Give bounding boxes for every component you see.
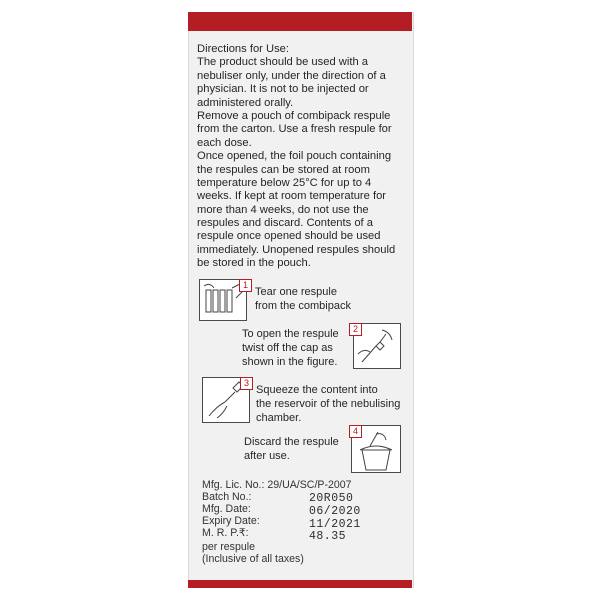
directions-line: the respules can be stored at room xyxy=(197,163,370,176)
step2-line: shown in the figure. xyxy=(242,356,338,368)
mfg-date-value: 06/2020 xyxy=(309,505,361,518)
directions-heading: Directions for Use: xyxy=(197,43,290,55)
directions-line: each dose. xyxy=(197,136,252,149)
expiry-value: 11/2021 xyxy=(309,518,361,531)
directions-line: respules and discard. Contents of a xyxy=(197,217,373,230)
step1-line: from the combipack xyxy=(255,300,351,312)
directions-line: administered orally. xyxy=(197,96,294,109)
directions-line: temperature below 25°C for up to 4 xyxy=(197,176,372,189)
directions-line: more than 4 weeks, do not use the xyxy=(197,203,369,216)
step3-line: Squeeze the content into xyxy=(256,384,378,396)
step2-line: twist off the cap as xyxy=(242,342,333,354)
step3-line: chamber. xyxy=(256,412,302,424)
directions-line: physician. It is not to be injected or xyxy=(197,83,369,96)
step1-line: Tear one respule xyxy=(255,286,337,298)
step1-text xyxy=(255,285,351,313)
directions-block xyxy=(197,43,395,271)
mfg-licence: Mfg. Lic. No.: 29/UA/SC/P-2007 xyxy=(202,479,352,491)
mrp-label: M. R. P.₹: xyxy=(202,527,249,539)
mfg-date-label: Mfg. Date: xyxy=(202,503,251,515)
directions-line: nebuliser only, under the direction of a xyxy=(197,69,386,82)
directions-line: immediately. Unopened respules should xyxy=(197,243,396,256)
step2-number: 2 xyxy=(349,323,362,336)
step2-text xyxy=(242,327,339,369)
inclusive-taxes: (Inclusive of all taxes) xyxy=(202,553,304,565)
directions-line: from the carton. Use a fresh respule for xyxy=(197,123,392,136)
step4-number: 4 xyxy=(349,425,362,438)
expiry-label: Expiry Date: xyxy=(202,515,260,527)
step3-line: the reservoir of the nebulising xyxy=(256,398,401,410)
top-red-band xyxy=(188,12,412,31)
directions-line: be stored in the pouch. xyxy=(197,257,311,270)
batch-value: 20R050 xyxy=(309,492,354,505)
directions-line: Once opened, the foil pouch containing xyxy=(197,150,392,163)
bottom-red-band xyxy=(188,580,412,588)
step4-line: Discard the respule xyxy=(244,436,339,448)
directions-line: respule once opened should be used xyxy=(197,230,381,243)
directions-line: The product should be used with a xyxy=(197,56,369,69)
directions-line: Remove a pouch of combipack respule xyxy=(197,109,391,122)
step3-text xyxy=(256,383,400,425)
mrp-value: 48.35 xyxy=(309,530,347,543)
step4-line: after use. xyxy=(244,450,290,462)
step2-line: To open the respule xyxy=(242,328,339,340)
batch-label: Batch No.: xyxy=(202,491,252,503)
step3-number: 3 xyxy=(240,377,253,390)
step4-text xyxy=(244,435,339,463)
per-respule: per respule xyxy=(202,541,255,553)
directions-line: weeks. If kept at room temperature for xyxy=(197,190,387,203)
step1-number: 1 xyxy=(239,279,252,292)
